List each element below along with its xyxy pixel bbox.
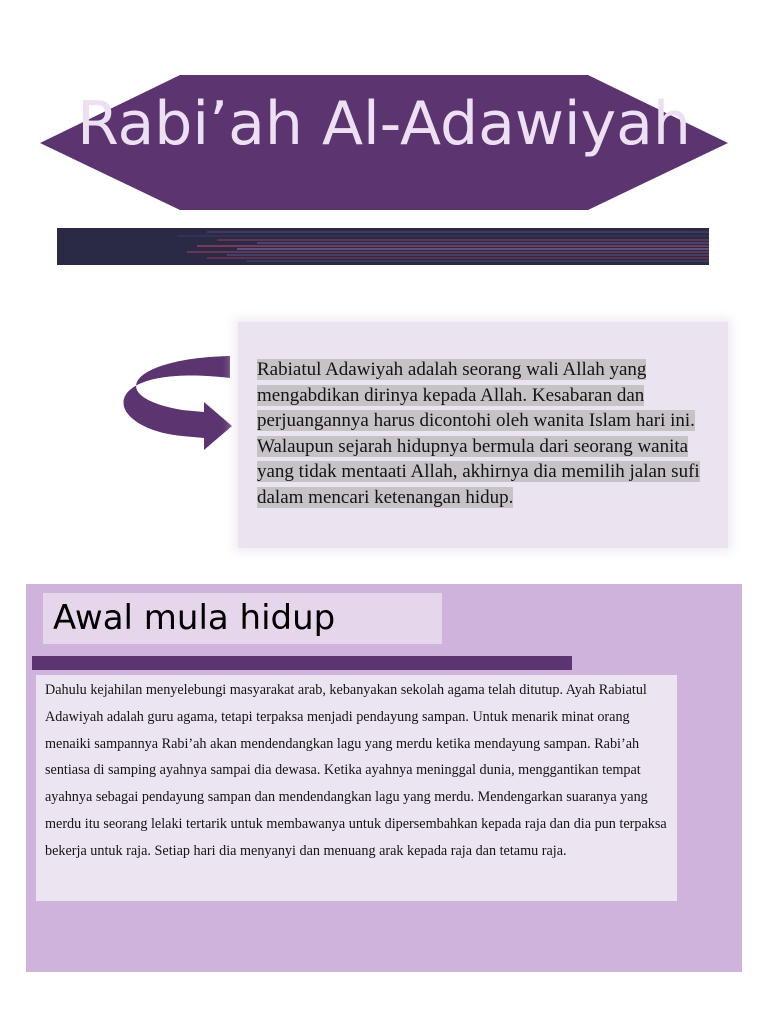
curved-arrow-icon bbox=[112, 352, 234, 452]
decorative-stripe bbox=[57, 228, 709, 265]
section-awal-mula-hidup bbox=[26, 584, 742, 972]
section-heading: Awal mula hidup bbox=[43, 593, 442, 644]
section-body-text: Dahulu kejahilan menyelebungi masyarakat arab, kebanyakan sekolah agama telah ditutup. Ayah Rabiatul Adawiyah adalah guru agama, tetapi terpaksa menjadi pendayung sampan. Untuk menarik minat orang menaiki sampannya Rabi’ah akan mendendangkan lagu yang merdu ketika mendayung sampan. Rabi’ah sentiasa di samping ayahnya sampai dia dewasa. Ketika ayahnya meninggal dunia, menggantikan tempat ayahnya sebagai pendayung sampan dan mendendangkan lagu yang merdu. Mendengarkan suaranya yang merdu itu seorang lelaki tertarik untuk membawanya untuk dipersembahkan kepada raja dan dia pun terpaksa bekerja untuk raja. Setiap hari dia menyanyi dan menuang arak kepada raja dan tetamu raja. bbox=[45, 682, 667, 859]
title-banner bbox=[40, 75, 728, 210]
section-body-panel bbox=[36, 675, 677, 901]
stripe-lines bbox=[57, 228, 709, 265]
intro-panel bbox=[238, 322, 728, 548]
intro-paragraph bbox=[257, 357, 709, 511]
page-title: Rabi’ah Al-Adawiyah bbox=[77, 89, 691, 159]
intro-text: Rabiatul Adawiyah adalah seorang wali Allah yang mengabdikan dirinya kepada Allah. Kesabaran dan perjuangannya harus dicontohi oleh wanita Islam hari ini. Walaupun sejarah hidupnya bermula dari seorang wanita yang tidak mentaati Allah, akhirnya dia memilih jalan sufi dalam mencari ketenangan hidup. bbox=[257, 359, 700, 508]
section-divider-bar bbox=[32, 656, 572, 670]
